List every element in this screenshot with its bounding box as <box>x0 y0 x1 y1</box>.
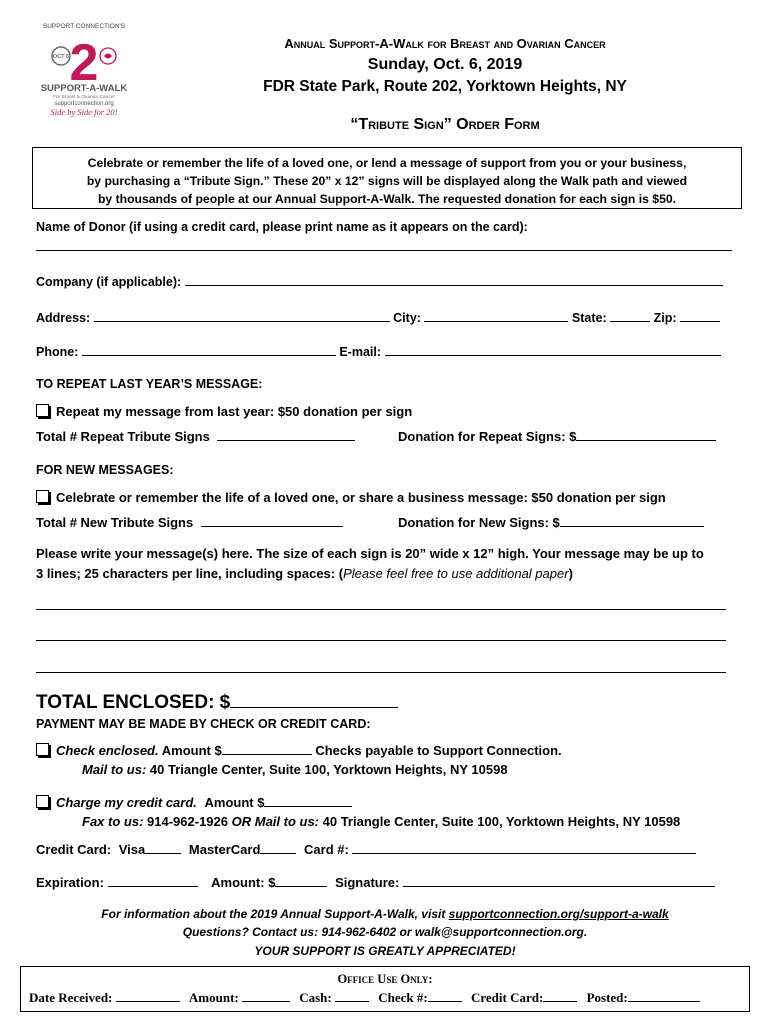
date-received-label: Date Received: <box>29 990 113 1005</box>
logo-graphic <box>34 18 134 122</box>
payment-method-heading: PAYMENT MAY BE MADE BY CHECK OR CREDIT CARD: <box>36 717 371 731</box>
mail-label: Mail to us: <box>82 762 147 777</box>
check-amount-label: Amount $ <box>161 743 222 758</box>
new-checkbox[interactable] <box>36 490 49 503</box>
office-amount-field[interactable] <box>242 989 290 1002</box>
amount2-label: Amount: $ <box>211 875 276 890</box>
address-label: Address: <box>36 311 91 325</box>
office-credit-card-field[interactable] <box>543 989 577 1002</box>
total-enclosed-label: TOTAL ENCLOSED: $ <box>36 692 231 713</box>
company-label: Company (if applicable): <box>36 275 182 289</box>
logo-name: SUPPORT-A-WALK <box>40 83 128 94</box>
form-title: “Tribute Sign” Order Form <box>350 116 540 133</box>
repeat-heading: TO REPEAT LAST YEAR’S MESSAGE: <box>36 377 263 391</box>
event-location: FDR State Park, Route 202, Yorktown Heights, NY <box>263 78 627 95</box>
new-donation-field[interactable] <box>560 514 704 527</box>
donor-name-label: Name of Donor (if using a credit card, please print name as it appears on the card): <box>36 220 528 234</box>
mastercard-field[interactable] <box>260 841 296 854</box>
questions-line: Questions? Contact us: 914-962-6402 or walk@supportconnection.org. <box>182 925 588 939</box>
repeat-donation-field[interactable] <box>576 428 716 441</box>
repeat-checkbox-label: Repeat my message from last year: $50 donation per sign <box>56 404 413 419</box>
intro-text <box>33 154 741 208</box>
date-received-field[interactable] <box>116 989 180 1002</box>
message-close: ) <box>568 566 573 581</box>
state-label: State: <box>571 311 607 325</box>
fax-number: 914-962-1926 <box>147 814 228 829</box>
repeat-total-row <box>36 428 355 444</box>
repeat-donation-row <box>398 428 716 444</box>
expiration-label: Expiration: <box>36 875 104 890</box>
logo-script: Side by Side for 20! <box>50 107 118 117</box>
phone-row <box>36 343 721 359</box>
new-donation-row <box>398 514 704 530</box>
event-date: Sunday, Oct. 6, 2019 <box>367 56 523 73</box>
info-prefix: For information about the 2019 Annual Support-A-Walk, visit <box>101 907 446 921</box>
logo-number: 2 <box>69 34 99 92</box>
message-line-2[interactable] <box>36 640 726 641</box>
logo-date-tag: OCT 6 <box>52 54 70 60</box>
repeat-option <box>36 404 412 419</box>
charge-row <box>36 794 352 810</box>
signature-label: Signature: <box>335 875 400 890</box>
fax-address: 40 Triangle Center, Suite 100, Yorktown Heights, NY 10598 <box>322 814 681 829</box>
company-row <box>36 273 723 289</box>
fax-label: Fax to us: <box>82 814 144 829</box>
message-line-1[interactable] <box>36 609 726 610</box>
check-no-field[interactable] <box>428 989 462 1002</box>
expiration-row <box>36 874 715 890</box>
new-total-field[interactable] <box>201 514 343 527</box>
charge-checkbox[interactable] <box>36 795 49 808</box>
charge-amount-field[interactable] <box>264 794 352 807</box>
repeat-total-field[interactable] <box>217 428 355 441</box>
message-instructions-1: Please write your message(s) here. The size of each sign is 20” wide x 12” high. Your message may be up to <box>36 546 704 561</box>
intro-line-3: by thousands of people at our Annual Support-A-Walk. The requested donation for each sign is $50. <box>97 192 677 206</box>
intro-line-2: by purchasing a “Tribute Sign.” These 20” x 12” signs will be displayed along the Walk path and viewed <box>86 174 688 188</box>
mail-address: 40 Triangle Center, Suite 100, Yorktown Heights, NY 10598 <box>149 762 508 777</box>
office-use-box <box>20 966 750 1012</box>
info-link[interactable]: supportconnection.org/support-a-walk <box>448 907 669 921</box>
charge-label: Charge my credit card. <box>56 795 197 810</box>
office-fields <box>29 989 700 1006</box>
credit-card-label: Credit Card: <box>36 842 112 857</box>
new-total-label: Total # New Tribute Signs <box>36 515 194 530</box>
check-no-label: Check #: <box>378 990 428 1005</box>
logo-site: supportconnection.org <box>54 101 114 107</box>
cash-field[interactable] <box>335 989 369 1002</box>
message-line-3[interactable] <box>36 672 726 673</box>
message-instructions-2 <box>36 566 573 581</box>
donor-name-field[interactable] <box>36 250 732 251</box>
charge-amount-label: Amount $ <box>204 795 265 810</box>
new-option <box>36 490 666 505</box>
amount2-field[interactable] <box>275 874 327 887</box>
zip-field[interactable] <box>680 309 720 322</box>
state-field[interactable] <box>610 309 650 322</box>
check-label: Check enclosed. <box>56 743 159 758</box>
address-field[interactable] <box>94 309 390 322</box>
company-field[interactable] <box>185 273 723 286</box>
expiration-field[interactable] <box>108 874 198 887</box>
check-row <box>36 742 562 758</box>
city-label: City: <box>393 311 421 325</box>
repeat-total-label: Total # Repeat Tribute Signs <box>36 429 210 444</box>
info-line <box>20 907 750 921</box>
intro-line-1: Celebrate or remember the life of a loved one, or lend a message of support from you or your business, <box>87 156 687 170</box>
office-use-title: Office Use Only: <box>337 972 433 986</box>
card-number-field[interactable] <box>352 841 696 854</box>
phone-label: Phone: <box>36 345 79 359</box>
new-total-row <box>36 514 343 530</box>
card-number-label: Card #: <box>304 842 349 857</box>
repeat-donation-label: Donation for Repeat Signs: $ <box>398 429 577 444</box>
email-field[interactable] <box>385 343 721 356</box>
credit-card-row <box>36 841 696 857</box>
repeat-checkbox[interactable] <box>36 404 49 417</box>
fax-or-mail: OR Mail to us: <box>231 814 320 829</box>
message-note: Please feel free to use additional paper <box>343 566 569 581</box>
logo-top-text: SUPPORT CONNECTION'S <box>42 23 126 30</box>
office-amount-label: Amount: <box>188 990 239 1005</box>
posted-field[interactable] <box>628 989 700 1002</box>
intro-box <box>32 147 742 209</box>
thanks-line: YOUR SUPPORT IS GREATLY APPRECIATED! <box>254 944 516 958</box>
email-label: E-mail: <box>339 345 382 359</box>
office-credit-card-label: Credit Card: <box>470 990 544 1005</box>
phone-field[interactable] <box>82 343 336 356</box>
new-checkbox-label: Celebrate or remember the life of a loved one, or share a business message: $50 donation per sign <box>56 490 666 505</box>
mail-row <box>82 762 508 777</box>
mastercard-label: MasterCard <box>188 842 261 857</box>
cash-label: Cash: <box>299 990 332 1005</box>
logo-sub: For Breast & Ovarian Cancer <box>53 95 115 100</box>
new-donation-label: Donation for New Signs: $ <box>398 515 560 530</box>
zip-label: Zip: <box>653 311 677 325</box>
fax-row <box>82 814 680 829</box>
new-heading: FOR NEW MESSAGES: <box>36 463 174 477</box>
visa-label: Visa <box>118 842 146 857</box>
check-payable: Checks payable to Support Connection. <box>315 743 562 758</box>
posted-label: Posted: <box>586 990 628 1005</box>
message-instructions-2-text: 3 lines; 25 characters per line, including spaces: ( <box>36 566 344 581</box>
visa-field[interactable] <box>145 841 181 854</box>
check-amount-field[interactable] <box>222 742 312 755</box>
check-checkbox[interactable] <box>36 743 49 756</box>
city-field[interactable] <box>424 309 568 322</box>
total-enclosed-row <box>36 689 398 714</box>
address-row <box>36 309 720 325</box>
total-enclosed-field[interactable] <box>230 689 398 708</box>
support-a-walk-logo <box>34 18 134 122</box>
signature-field[interactable] <box>403 874 715 887</box>
event-title: Annual Support-A-Walk for Breast and Ovarian Cancer <box>284 36 606 51</box>
